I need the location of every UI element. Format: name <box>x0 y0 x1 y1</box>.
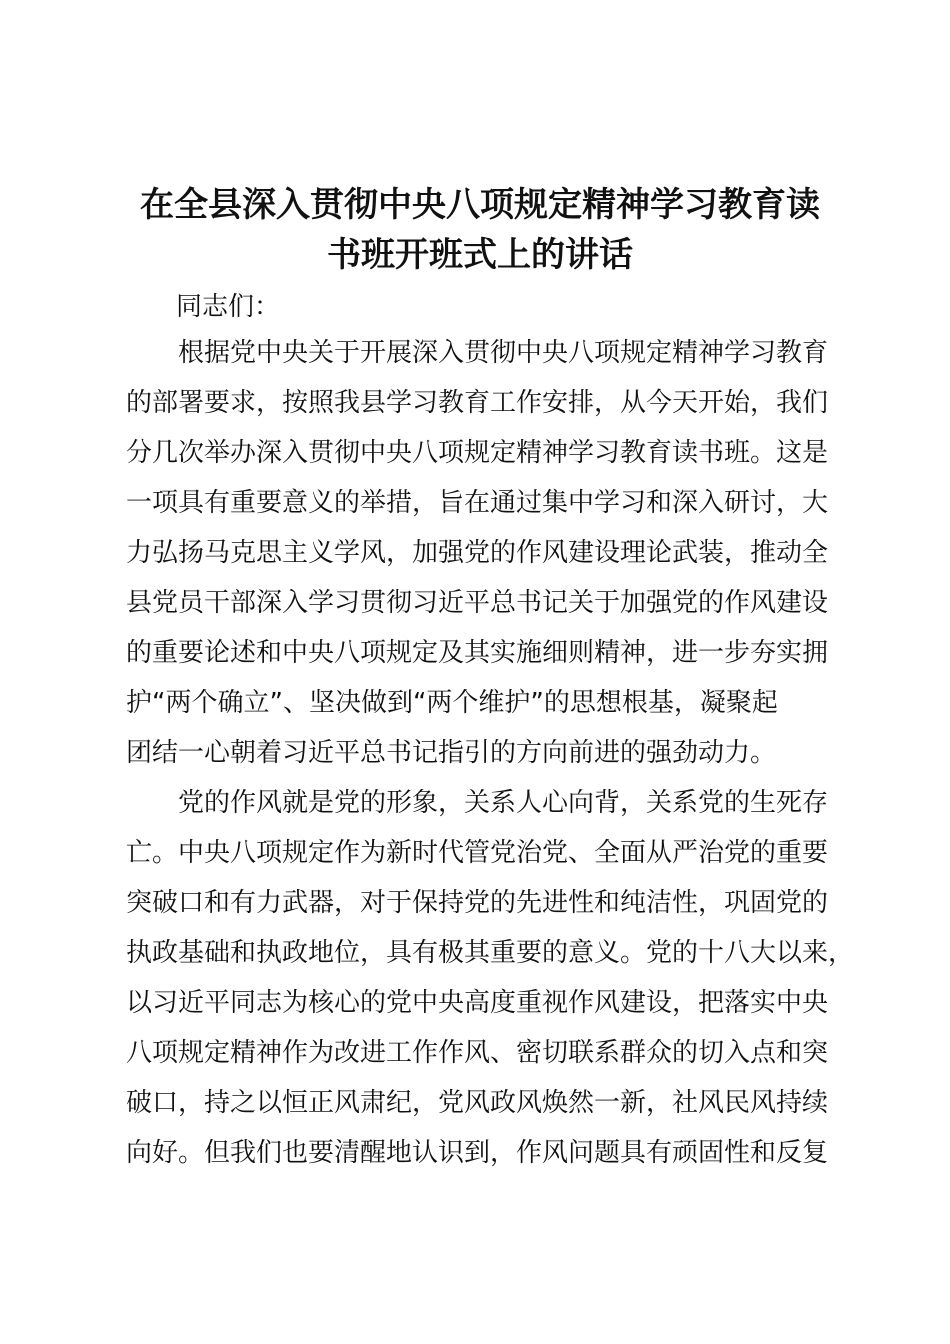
text-line: 的部署要求，按照我县学习教育工作安排，从今天开始，我们 <box>126 388 829 418</box>
text-line: 执政基础和执政地位，具有极其重要的意义。党的十八大以来， <box>126 938 855 968</box>
title-line: 书班开班式上的讲话 <box>327 235 633 275</box>
text-line: 分几次举办深入贯彻中央八项规定精神学习教育读书班。这是 <box>126 438 829 468</box>
text-line: 团结一心朝着习近平总书记指引的方向前进的强劲动力。 <box>126 738 777 768</box>
text-line: 党的作风就是党的形象，关系人心向背，关系党的生死存 <box>126 788 829 818</box>
text-line: 护“两个确立”、坚决做到“两个维护”的思想根基，凝聚起 <box>126 688 778 718</box>
title-line: 在全县深入贯彻中央八项规定精神学习教育读 <box>140 185 820 225</box>
text-line: 的重要论述和中央八项规定及其实施细则精神，进一步夯实拥 <box>126 638 829 668</box>
text-line: 突破口和有力武器，对于保持党的先进性和纯洁性，巩固党的 <box>126 888 829 918</box>
text-line: 力弘扬马克思主义学风，加强党的作风建设理论武装，推动全 <box>126 538 829 568</box>
page-title <box>110 180 850 280</box>
text-line: 破口，持之以恒正风肃纪，党风政风焕然一新，社风民风持续 <box>126 1088 829 1118</box>
text-line: 向好。但我们也要清醒地认识到，作风问题具有顽固性和反复 <box>126 1138 829 1168</box>
paragraph <box>126 328 846 778</box>
text-line: 根据党中央关于开展深入贯彻中央八项规定精神学习教育 <box>126 338 829 368</box>
salutation: 同志们： <box>176 292 281 322</box>
text-line: 以习近平同志为核心的党中央高度重视作风建设，把落实中央 <box>126 988 829 1018</box>
paragraph <box>126 778 855 1178</box>
text-line: 一项具有重要意义的举措，旨在通过集中学习和深入研讨，大 <box>126 488 829 518</box>
text-line: 八项规定精神作为改进工作作风、密切联系群众的切入点和突 <box>126 1038 829 1068</box>
text-line: 亡。中央八项规定作为新时代管党治党、全面从严治党的重要 <box>126 838 829 868</box>
text-line: 县党员干部深入学习贯彻习近平总书记关于加强党的作风建设 <box>126 588 829 618</box>
